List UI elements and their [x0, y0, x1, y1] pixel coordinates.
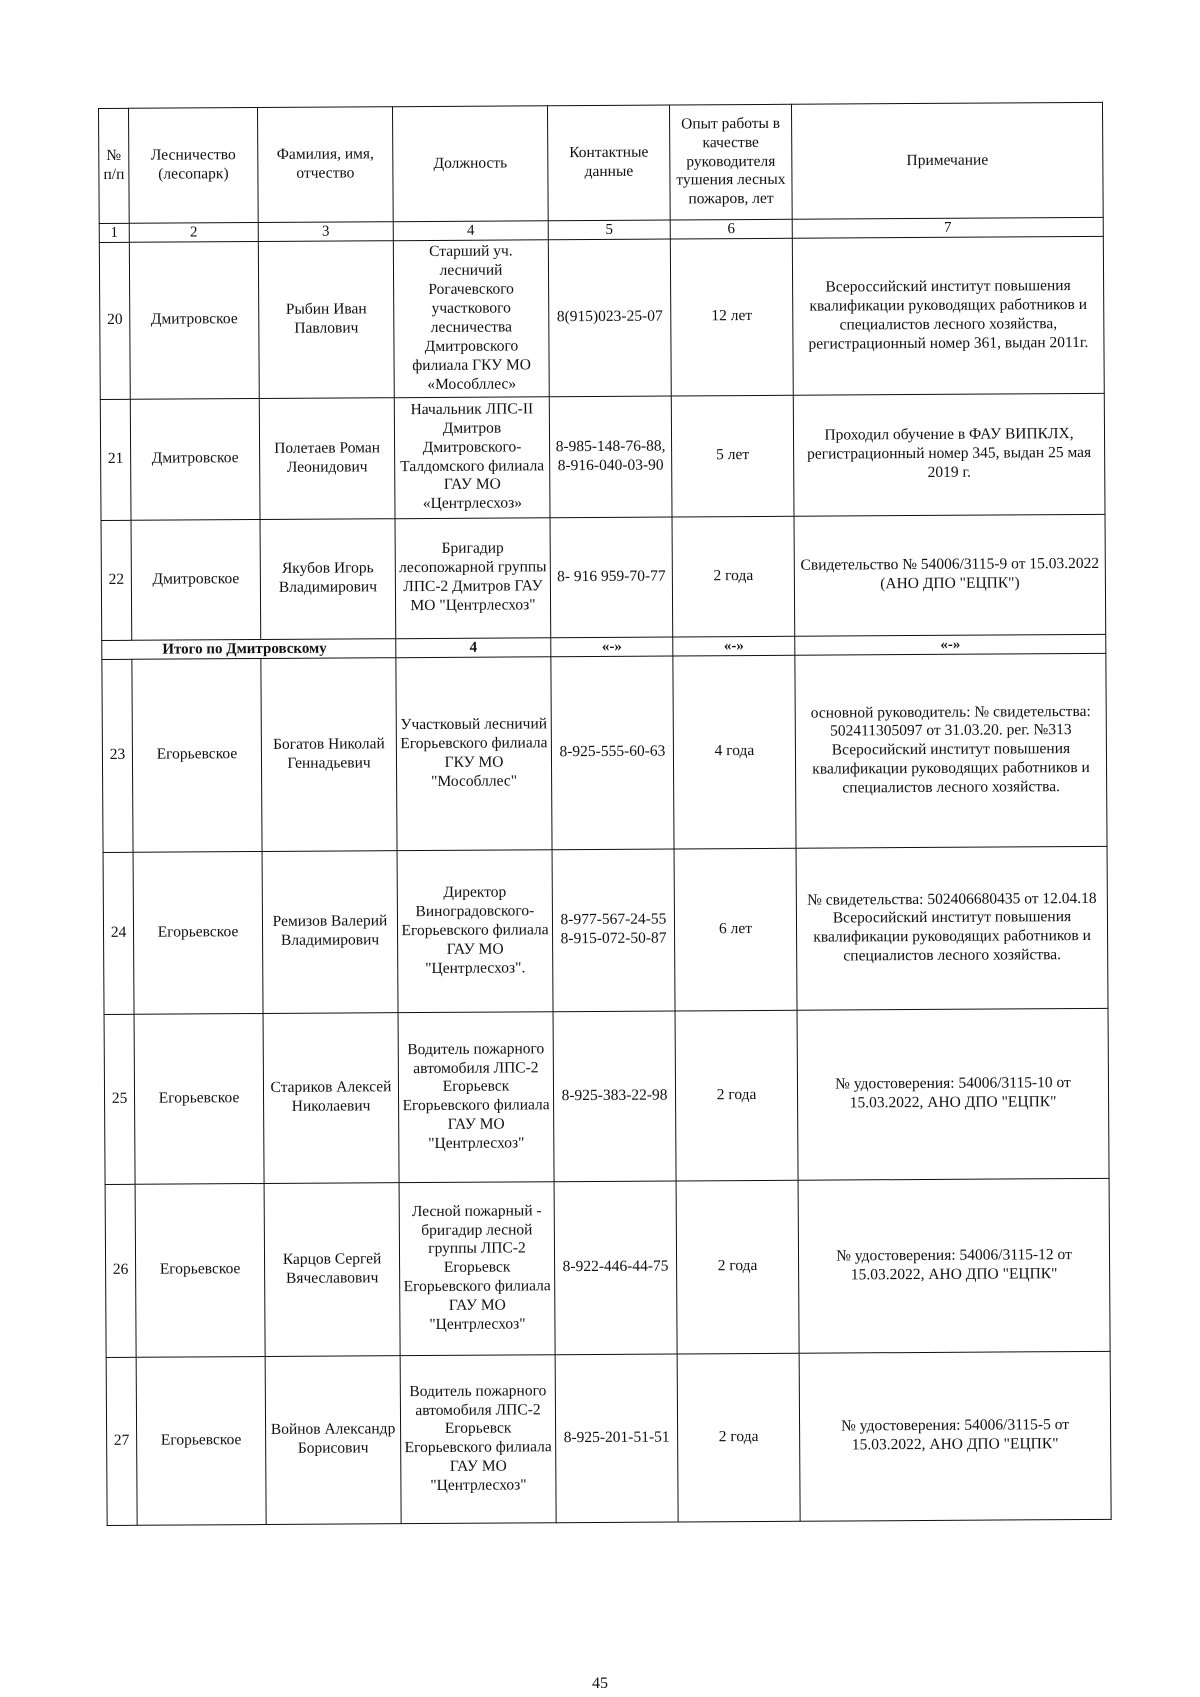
row-note: Свидетельство № 54006/3115-9 от 15.03.2022 (АНО ДПО "ЕЦПК") — [794, 514, 1106, 636]
row-contacts: 8-925-555-60-63 — [551, 656, 674, 850]
row-name: Ремизов Валерий Владимирович — [262, 851, 398, 1014]
table-row — [105, 1178, 1110, 1357]
row-note: № свидетельства: 502406680435 от 12.04.18 Всеросийский институт повышения квалификации руководящих работников и специалистов лесного хозяйства. — [796, 846, 1108, 1010]
row-experience: 2 года — [676, 1180, 799, 1354]
column-number: 3 — [258, 222, 393, 242]
row-note: № удостоверения: 54006/3115-10 от 15.03.2022, АНО ДПО "ЕЦПК" — [797, 1008, 1109, 1180]
row-name: Стариков Алексей Николаевич — [263, 1013, 399, 1184]
row-contacts: 8-922-446-44-75 — [554, 1181, 677, 1355]
row-experience: 2 года — [675, 1010, 798, 1181]
row-num: 24 — [103, 852, 134, 1014]
row-forestry: Егорьевское — [132, 658, 262, 852]
row-forestry: Егорьевское — [133, 851, 263, 1014]
total-count: 4 — [396, 637, 551, 657]
header-name: Фамилия, имя, отчество — [258, 107, 394, 223]
row-note: № удостоверения: 54006/3115-12 от 15.03.2022, АНО ДПО "ЕЦПК" — [798, 1178, 1110, 1353]
header-note: Примечание — [791, 102, 1103, 219]
column-number: 5 — [548, 220, 670, 240]
total-experience: «-» — [673, 636, 795, 656]
header-forestry: Лесничество (лесопарк) — [129, 108, 259, 224]
row-contacts: 8- 916 959-70-77 — [550, 517, 673, 638]
total-label: Итого по Дмитровскому — [102, 638, 396, 659]
row-position: Бригадир лесопожарной группы ЛПС-2 Дмитров ГАУ МО "Центрлесхоз" — [395, 517, 551, 638]
column-number: 7 — [792, 217, 1103, 238]
row-experience: 5 лет — [671, 395, 794, 517]
total-contacts: «-» — [551, 637, 673, 657]
row-position: Участковый лесничий Егорьевского филиала ГКУ МО "Мособллес" — [396, 657, 552, 851]
row-forestry: Дмитровское — [130, 398, 260, 520]
row-name: Карцов Сергей Вячеславович — [264, 1183, 400, 1357]
row-num: 27 — [106, 1357, 137, 1525]
row-note: Всероссийский институт повышения квалификации руководящих работников и специалистов лесного хозяйства, регистрационный номер 361, выдан 2011г. — [792, 237, 1104, 395]
table-row — [103, 846, 1108, 1014]
row-contacts: 8-925-201-51-51 — [555, 1354, 678, 1523]
table-row — [102, 653, 1107, 852]
row-position: Водитель пожарного автомобиля ЛПС-2 Егорьевск Егорьевского филиала ГАУ МО "Центрлесхоз" — [400, 1355, 556, 1524]
row-num: 21 — [100, 399, 131, 520]
document-sheet — [98, 102, 1111, 1526]
row-position: Водитель пожарного автомобиля ЛПС-2 Егорьевск Егорьевского филиала ГАУ МО "Центрлесхоз" — [398, 1012, 554, 1183]
personnel-table — [98, 102, 1112, 1526]
page-number: 45 — [592, 1675, 608, 1692]
row-forestry: Егорьевское — [134, 1013, 264, 1184]
row-position: Лесной пожарный - бригадир лесной группы ЛПС-2 Егорьевск Егорьевского филиала ГАУ МО "Центрлесхоз" — [399, 1182, 555, 1356]
row-num: 26 — [105, 1184, 136, 1357]
total-note: «-» — [795, 634, 1106, 655]
header-experience: Опыт работы в качестве руководителя тушения лесных пожаров, лет — [669, 104, 792, 220]
row-num: 25 — [104, 1014, 135, 1184]
row-contacts: 8-977-567-24-55 8-915-072-50-87 — [552, 849, 675, 1012]
row-name: Войнов Александр Борисович — [265, 1356, 401, 1525]
row-experience: 4 года — [673, 655, 796, 849]
header-num: № п/п — [99, 108, 130, 223]
table-row — [99, 237, 1104, 399]
row-forestry: Егорьевское — [136, 1356, 266, 1525]
row-experience: 2 года — [672, 516, 795, 637]
row-position: Начальник ЛПС-II Дмитров Дмитровского-Талдомского филиала ГАУ МО «Центрлесхоз» — [394, 396, 550, 518]
row-name: Богатов Николай Геннадьевич — [261, 658, 397, 852]
row-contacts: 8(915)023-25-07 — [548, 239, 671, 396]
table-row — [101, 514, 1106, 640]
row-forestry: Дмитровское — [131, 519, 261, 640]
header-position: Должность — [392, 106, 548, 222]
row-contacts: 8-925-383-22-98 — [553, 1011, 676, 1182]
table-row — [104, 1008, 1109, 1184]
row-name: Якубов Игорь Владимирович — [260, 518, 396, 639]
column-number: 1 — [99, 223, 129, 242]
row-name: Полетаев Роман Леонидович — [259, 397, 395, 519]
row-position: Директор Виноградовского-Егорьевского филиала ГАУ МО "Центрлесхоз". — [397, 850, 553, 1013]
row-contacts: 8-985-148-76-88, 8-916-040-03-90 — [549, 396, 672, 518]
row-experience: 2 года — [677, 1353, 800, 1522]
row-note: № удостоверения: 54006/3115-5 от 15.03.2022, АНО ДПО "ЕЦПК" — [799, 1351, 1111, 1521]
row-experience: 12 лет — [670, 239, 793, 396]
row-forestry: Егорьевское — [135, 1183, 265, 1357]
table-row — [106, 1351, 1111, 1525]
row-experience: 6 лет — [674, 848, 797, 1011]
column-number: 6 — [670, 219, 792, 239]
row-num: 23 — [102, 659, 133, 852]
row-note: Проходил обучение в ФАУ ВИПКЛХ, регистрационный номер 345, выдан 25 мая 2019 г. — [793, 393, 1105, 516]
row-note: основной руководитель: № свидетельства: 502411305097 от 31.03.20. рег. №313 Всеросийский институт повышения квалификации руководящих работников и специалистов лесного хозяйства. — [795, 653, 1107, 848]
header-row — [99, 102, 1104, 223]
row-name: Рыбин Иван Павлович — [258, 241, 394, 398]
column-number: 2 — [129, 223, 258, 243]
row-forestry: Дмитровское — [129, 242, 259, 399]
table-row — [100, 393, 1105, 520]
column-number: 4 — [393, 221, 548, 241]
row-position: Старший уч. лесничий Рогачевского участкового лесничества Дмитровского филиала ГКУ МО «Мособллес» — [393, 240, 549, 397]
row-num: 20 — [99, 243, 130, 399]
header-contacts: Контактные данные — [547, 105, 670, 221]
row-num: 22 — [101, 520, 132, 640]
